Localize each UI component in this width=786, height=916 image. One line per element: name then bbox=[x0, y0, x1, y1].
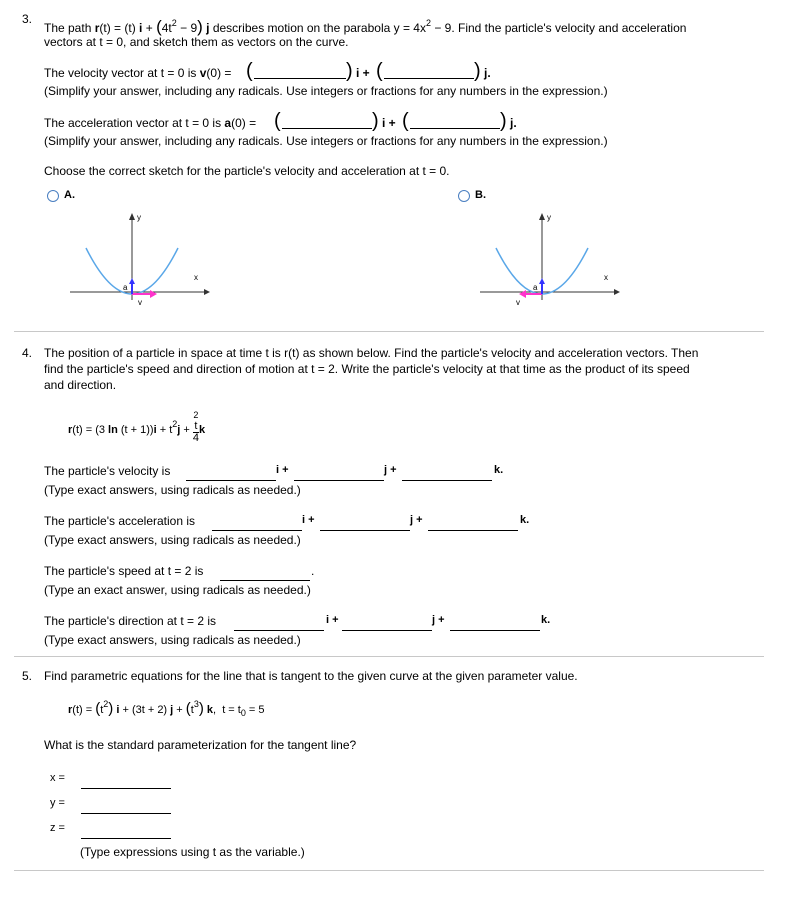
q3-velocity-j-paren-open: ( bbox=[376, 60, 383, 82]
q4-formula: r(t) = (3 $\ln (t + 1))i + t^2j$ + 2 t 4 k bbox=[68, 410, 206, 444]
sketch-b-vector-a-arrow-icon bbox=[539, 278, 545, 284]
sketch-b-y-label: y bbox=[547, 213, 551, 222]
q4-velocity-j-input[interactable] bbox=[294, 464, 384, 481]
q3-accel-j-label: j. bbox=[510, 116, 517, 130]
sketch-b-x-label: x bbox=[604, 273, 608, 282]
divider-q4-q5 bbox=[14, 656, 764, 657]
q3-velocity-j-label: j. bbox=[484, 66, 491, 80]
sketch-a-vec-a-label: a bbox=[123, 283, 128, 292]
sketch-a-x-label: x bbox=[194, 273, 198, 282]
q4-direction-k-label: k. bbox=[541, 614, 551, 626]
q3-prompt-line2: vectors at t = 0, and sketch them as vectors on the curve. bbox=[44, 35, 349, 49]
q4-prompt-line1: The position of a particle in space at time t is r(t) as shown below. Find the particle's velocity and acceleration vectors. Then bbox=[44, 346, 699, 360]
q4-accel-k-label: k. bbox=[520, 514, 530, 526]
sketch-a-x-arrow-icon bbox=[204, 289, 210, 295]
q3-accel-j-input[interactable] bbox=[410, 112, 500, 129]
q5-x-input[interactable] bbox=[81, 772, 171, 789]
sketch-a-y-arrow-icon bbox=[129, 213, 135, 220]
q3-accel-i-input[interactable] bbox=[282, 112, 372, 129]
q4-direction-j-input[interactable] bbox=[342, 614, 432, 631]
q3-option-b-radio[interactable] bbox=[458, 190, 470, 202]
q4-prompt-line2: find the particle's speed and direction of motion at t = 2. Write the particle's velocity at that time as the product of its speed bbox=[44, 362, 690, 376]
q4-velocity-k-label: k. bbox=[494, 464, 504, 476]
sketch-a-vec-v-label: v bbox=[138, 298, 142, 307]
q4-velocity-label: The particle's velocity is bbox=[44, 464, 171, 478]
sketch-b-vector-v-arrow-icon bbox=[519, 290, 526, 298]
q4-direction-i-input[interactable] bbox=[234, 614, 324, 631]
q4-direction-label: The particle's direction at t = 2 is bbox=[44, 614, 217, 628]
q4-accel-j-label: j + bbox=[410, 514, 423, 526]
q4-accel-j-input[interactable] bbox=[320, 514, 410, 531]
q3-accel-j-paren-open: ( bbox=[402, 110, 409, 132]
q3-sketch-a bbox=[64, 208, 214, 308]
q4-direction-i-label: i + bbox=[326, 614, 339, 626]
q3-velocity-i-input[interactable] bbox=[254, 62, 346, 79]
sketch-a-vector-v-arrow-icon bbox=[150, 290, 157, 298]
q5-x-label: x = bbox=[50, 772, 65, 784]
q5-z-label: z = bbox=[50, 822, 65, 834]
q4-prompt-line3: and direction. bbox=[44, 378, 117, 392]
q5-y-input[interactable] bbox=[81, 797, 171, 814]
q4-velocity-i-label: i + bbox=[276, 464, 289, 476]
q3-option-a-label[interactable]: A. bbox=[64, 189, 75, 201]
q5-z-input[interactable] bbox=[81, 822, 171, 839]
divider-q3-q4 bbox=[14, 331, 764, 332]
q4-direction-k-input[interactable] bbox=[450, 614, 540, 631]
q3-accel-i-paren-close: ) bbox=[372, 110, 379, 132]
q4-number: 4. bbox=[22, 346, 33, 360]
divider-bottom bbox=[14, 870, 764, 871]
q5-prompt: Find parametric equations for the line that is tangent to the given curve at the given parameter value. bbox=[44, 669, 578, 683]
q3-velocity-j-paren-close: ) bbox=[474, 60, 481, 82]
q4-direction-note: (Type exact answers, using radicals as needed.) bbox=[44, 633, 301, 647]
q3-velocity-i-paren-close: ) bbox=[346, 60, 353, 82]
q4-speed-note: (Type an exact answer, using radicals as needed.) bbox=[44, 583, 311, 597]
q4-velocity-i-input[interactable] bbox=[186, 464, 276, 481]
sketch-b-vec-a-label: a bbox=[533, 283, 538, 292]
q3-accel-label: The acceleration vector at t = 0 is a(0) = bbox=[44, 116, 257, 130]
q4-accel-label: The particle's acceleration is bbox=[44, 514, 196, 528]
q4-velocity-note: (Type exact answers, using radicals as needed.) bbox=[44, 483, 301, 497]
q5-note: (Type expressions using t as the variable.) bbox=[80, 845, 305, 859]
q3-accel-j-paren-close: ) bbox=[500, 110, 507, 132]
q4-direction-j-label: j + bbox=[432, 614, 445, 626]
sketch-b-vec-v-label: v bbox=[516, 298, 520, 307]
q4-accel-i-input[interactable] bbox=[212, 514, 302, 531]
q3-sketch-b bbox=[474, 208, 624, 308]
sketch-b-y-arrow-icon bbox=[539, 213, 545, 220]
q3-velocity-i-paren-open: ( bbox=[246, 60, 253, 82]
q4-speed-input[interactable] bbox=[220, 564, 310, 581]
q5-y-label: y = bbox=[50, 797, 65, 809]
q3-accel-i-label: i + bbox=[382, 116, 396, 130]
sketch-b-x-arrow-icon bbox=[614, 289, 620, 295]
q4-speed-period: . bbox=[311, 564, 315, 578]
q3-choose-label: Choose the correct sketch for the particle's velocity and acceleration at t = 0. bbox=[44, 164, 450, 178]
q3-velocity-label: The velocity vector at t = 0 is v(0) = bbox=[44, 66, 232, 80]
q3-accel-i-paren-open: ( bbox=[274, 110, 281, 132]
q3-option-a-radio[interactable] bbox=[47, 190, 59, 202]
q3-velocity-i-label: i + bbox=[356, 66, 370, 80]
q4-accel-k-input[interactable] bbox=[428, 514, 518, 531]
q5-number: 5. bbox=[22, 669, 33, 683]
q3-number: 3. bbox=[22, 12, 33, 26]
q4-accel-i-label: i + bbox=[302, 514, 315, 526]
q3-prompt: The path r(t) = (t) $i + (4t^2 - 9)$ j describes motion on the parabola $y = 4x^2 - 9$. Find the particle's velocity and acceleration bbox=[44, 17, 687, 36]
q3-option-b-label[interactable]: B. bbox=[475, 189, 486, 201]
sketch-a-y-label: y bbox=[137, 213, 141, 222]
q4-velocity-k-input[interactable] bbox=[402, 464, 492, 481]
sketch-a-vector-a-arrow-icon bbox=[129, 278, 135, 284]
q5-question: What is the standard parameterization for the tangent line? bbox=[44, 738, 357, 752]
q3-accel-note: (Simplify your answer, including any radicals. Use integers or fractions for any numbers in the expression.) bbox=[44, 134, 608, 148]
q4-accel-note: (Type exact answers, using radicals as needed.) bbox=[44, 533, 301, 547]
q4-velocity-j-label: j + bbox=[384, 464, 397, 476]
q4-speed-label: The particle's speed at t = 2 is bbox=[44, 564, 204, 578]
q5-formula: $r(t) = (t^2) i + (3t + 2) j + (t^3)$ k, $t = t_0 = 5$ bbox=[68, 699, 265, 718]
q3-velocity-note: (Simplify your answer, including any radicals. Use integers or fractions for any numbers in the expression.) bbox=[44, 84, 608, 98]
q3-velocity-j-input[interactable] bbox=[384, 62, 474, 79]
